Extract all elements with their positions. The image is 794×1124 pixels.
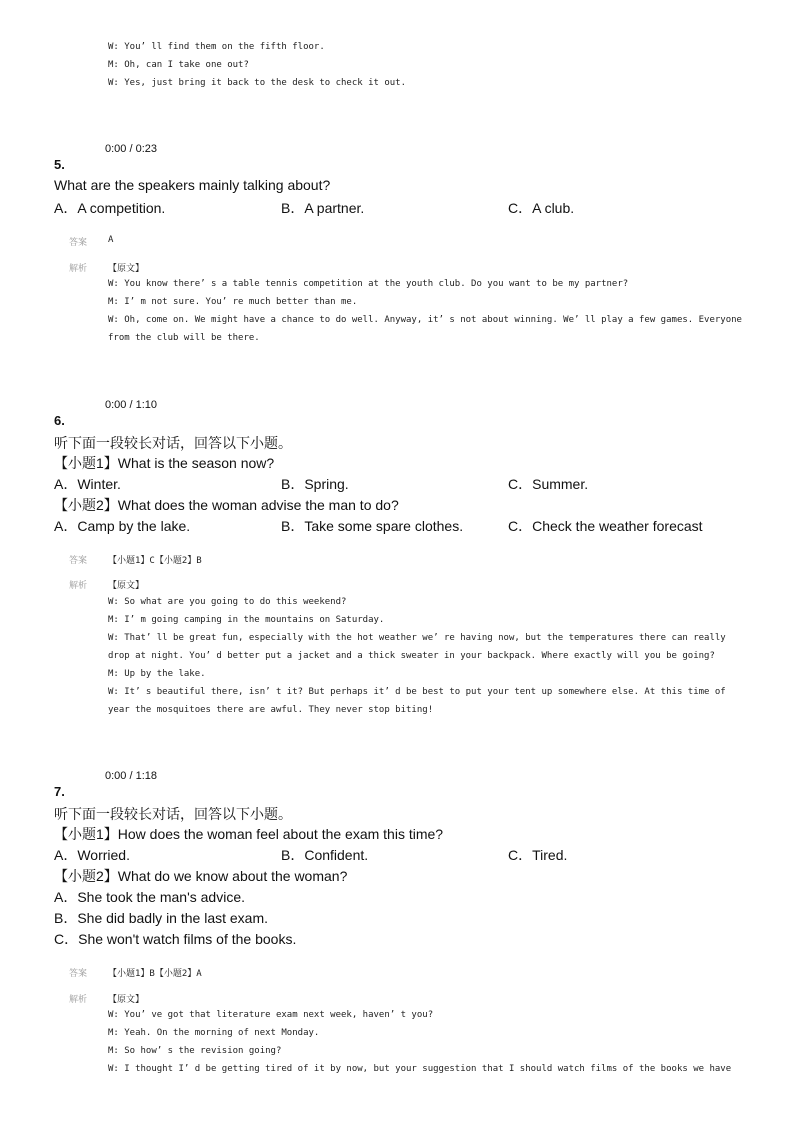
transcript-line: M: Up by the lake. xyxy=(108,669,206,679)
transcript-line: W: You’ ve got that literature exam next week, haven’ t you? xyxy=(108,1010,434,1020)
answer-label: 答案 xyxy=(69,238,88,248)
option-c: C．A club. xyxy=(508,200,575,216)
transcript-line: M: I’ m going camping in the mountains on Saturday. xyxy=(108,615,385,625)
subquestion-1: 【小题1】What is the season now? xyxy=(54,455,275,471)
option-b: B．Spring. xyxy=(281,476,349,492)
option-b: B．A partner. xyxy=(281,200,365,216)
option-a: A．Winter. xyxy=(54,476,121,492)
transcript-line: drop at night. You’ d better put a jacket and a thick sweater in your backpack. Where exactly will you be going? xyxy=(108,651,715,661)
answer-label: 答案 xyxy=(69,969,88,979)
question-intro: 听下面一段较长对话，回答以下小题。 xyxy=(54,435,292,451)
transcript-line: W: So what are you going to do this weekend? xyxy=(108,597,347,607)
option-a: A．Worried. xyxy=(54,847,130,863)
transcript-line: W: It’ s beautiful there, isn’ t it? But perhaps it’ d be best to put your tent up somewhere else. At this time of xyxy=(108,687,726,697)
transcript-line: W: I thought I’ d be getting tired of it by now, but your suggestion that I should watch films of the books we have xyxy=(108,1064,732,1074)
subquestion-2: 【小题2】What do we know about the woman? xyxy=(54,868,348,884)
option-c: C．She won't watch films of the books. xyxy=(54,931,297,947)
question-intro: 听下面一段较长对话，回答以下小题。 xyxy=(54,806,292,822)
transcript-line: W: That’ ll be great fun, especially with the hot weather we’ re having now, but the temperatures there can really xyxy=(108,633,726,643)
transcript-line: M: Yeah. On the morning of next Monday. xyxy=(108,1028,320,1038)
answer-value: A xyxy=(108,235,114,245)
option-a: A．Camp by the lake. xyxy=(54,518,191,534)
transcript-header: 【原文】 xyxy=(108,581,145,591)
transcript-header: 【原文】 xyxy=(108,264,145,274)
question-number: 6. xyxy=(54,413,65,428)
transcript-line: W: You know there’ s a table tennis competition at the youth club. Do you want to be my partner? xyxy=(108,279,629,289)
transcript-line: M: Oh, can I take one out? xyxy=(108,60,249,70)
transcript-line: from the club will be there. xyxy=(108,333,260,343)
option-a: A．A competition. xyxy=(54,200,166,216)
transcript-line: W: Oh, come on. We might have a chance to do well. Anyway, it’ s not about winning. We’ ll play a few games. Everyone xyxy=(108,315,742,325)
option-c: C．Summer. xyxy=(508,476,589,492)
analysis-label: 解析 xyxy=(69,995,88,1005)
analysis-label: 解析 xyxy=(69,264,88,274)
transcript-line: M: So how’ s the revision going? xyxy=(108,1046,282,1056)
transcript-line: W: Yes, just bring it back to the desk to check it out. xyxy=(108,78,407,88)
transcript-line: M: I’ m not sure. You’ re much better than me. xyxy=(108,297,358,307)
subquestion-2: 【小题2】What does the woman advise the man to do? xyxy=(54,497,399,513)
audio-player-time[interactable]: 0:00 / 0:23 xyxy=(105,143,157,155)
transcript-line: year the mosquitoes there are awful. They never stop biting! xyxy=(108,705,434,715)
answer-value: 【小题1】B【小题2】A xyxy=(108,969,202,979)
subquestion-1: 【小题1】How does the woman feel about the exam this time? xyxy=(54,826,444,842)
answer-value: 【小题1】C【小题2】B xyxy=(108,556,202,566)
option-b: B．Take some spare clothes. xyxy=(281,518,464,534)
transcript-line: W: You’ ll find them on the fifth floor. xyxy=(108,42,325,52)
question-text: What are the speakers mainly talking about? xyxy=(54,177,331,193)
analysis-label: 解析 xyxy=(69,581,88,591)
question-number: 7. xyxy=(54,784,65,799)
option-b: B．She did badly in the last exam. xyxy=(54,910,269,926)
answer-label: 答案 xyxy=(69,556,88,566)
transcript-header: 【原文】 xyxy=(108,995,145,1005)
option-c: C．Check the weather forecast xyxy=(508,518,703,534)
audio-player-time[interactable]: 0:00 / 1:10 xyxy=(105,399,157,411)
audio-player-time[interactable]: 0:00 / 1:18 xyxy=(105,770,157,782)
question-number: 5. xyxy=(54,157,65,172)
option-c: C．Tired. xyxy=(508,847,568,863)
option-b: B．Confident. xyxy=(281,847,369,863)
option-a: A．She took the man's advice. xyxy=(54,889,245,905)
